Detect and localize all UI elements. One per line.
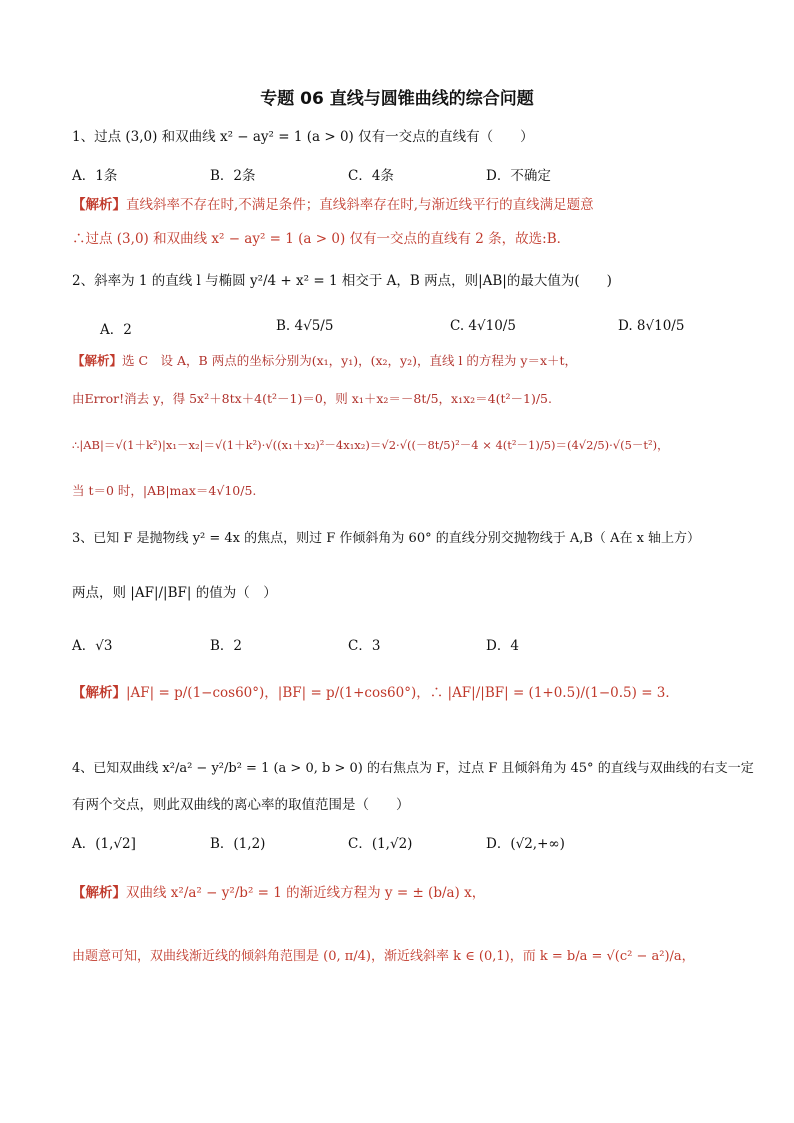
q1-analysis-line-2: ∴过点 (3,0) 和双曲线 x² − ay² = 1 (a > 0) 仅有一交点的直线有 2 条，故选:B． bbox=[72, 231, 571, 247]
analysis-text: |AF| = p/(1−cos60°)，|BF| = p/(1+cos60°)，∴ |AF|/|BF| = (1+0.5)/(1−0.5) = 3． bbox=[126, 685, 679, 701]
analysis-text: 双曲线 x²/a² − y²/b² = 1 的渐近线方程为 y = ± (b/a) x， bbox=[126, 885, 486, 901]
question-4-stem-line-2: 有两个交点，则此双曲线的离心率的取值范围是（ ） bbox=[72, 797, 410, 813]
analysis-tag: 【解析】 bbox=[72, 353, 123, 368]
question-2-stem: 2、斜率为 1 的直线 l 与椭圆 y²/4 + x² = 1 相交于 A，B 两点，则|AB|的最大值为( ) bbox=[72, 273, 612, 289]
q3-option-b: B．2 bbox=[210, 638, 243, 654]
page-title: 专题 06 直线与圆锥曲线的综合问题 bbox=[260, 89, 534, 109]
q2-analysis-line-4: 当 t＝0 时，|AB|max＝4√10/5. bbox=[72, 483, 257, 498]
q4-analysis-line-2: 由题意可知，双曲线渐近线的倾斜角范围是 (0, π/4)，渐近线斜率 k ∈ (0,1)，而 k = b/a = √(c² − a²)/a， bbox=[72, 949, 695, 964]
question-4-stem-line-1: 4、已知双曲线 x²/a² − y²/b² = 1 (a > 0, b > 0) 的右焦点为 F，过点 F 且倾斜角为 45° 的直线与双曲线的右支一定 bbox=[72, 761, 754, 776]
question-3-stem-line-1: 3、已知 F 是抛物线 y² = 4x 的焦点，则过 F 作倾斜角为 60° 的直线分别交抛物线于 A,B（ A在 x 轴上方） bbox=[72, 531, 701, 546]
question-3-stem-line-2: 两点，则 |AF|/|BF| 的值为（ ） bbox=[72, 585, 277, 601]
analysis-tag: 【解析】 bbox=[72, 685, 126, 701]
question-1-stem: 1、过点 (3,0) 和双曲线 x² − ay² = 1 (a > 0) 仅有一交点的直线有（ ） bbox=[72, 129, 534, 145]
q4-option-c: C．(1,√2) bbox=[348, 836, 413, 852]
q2-analysis-line-3: ∴|AB|＝√(1＋k²)|x₁－x₂|＝√(1＋k²)·√((x₁＋x₂)²－4x₁x₂)＝√2·√((－8t/5)²－4 × 4(t²－1)/5)＝(4√2/5)·√(5－t²)， bbox=[72, 438, 669, 452]
q3-option-a: A．√3 bbox=[72, 638, 113, 654]
q2-analysis-line-1 bbox=[72, 352, 577, 370]
q1-option-a: A．1条 bbox=[72, 168, 118, 184]
q1-option-d: D．不确定 bbox=[486, 168, 551, 184]
q3-analysis-line-1 bbox=[72, 684, 679, 702]
q4-option-b: B．(1,2) bbox=[210, 836, 266, 852]
q2-option-b: B. 4√5/5 bbox=[276, 318, 334, 334]
q2-option-c: C. 4√10/5 bbox=[450, 318, 516, 334]
q2-option-d: D. 8√10/5 bbox=[618, 318, 685, 334]
q2-option-a: A．2 bbox=[100, 322, 132, 338]
q2-analysis-line-2: 由Error!消去 y，得 5x²＋8tx＋4(t²－1)＝0，则 x₁＋x₂＝－8t/5，x₁x₂＝4(t²－1)/5. bbox=[72, 391, 552, 406]
q3-option-c: C．3 bbox=[348, 638, 381, 654]
analysis-text: 直线斜率不存在时,不满足条件；直线斜率存在时,与渐近线平行的直线满足题意 bbox=[126, 197, 594, 213]
q4-option-d: D．(√2,+∞) bbox=[486, 836, 565, 852]
analysis-tag: 【解析】 bbox=[72, 885, 126, 901]
q1-analysis-line-1 bbox=[72, 196, 594, 214]
analysis-text: 选 C 设 A，B 两点的坐标分别为(x₁，y₁)，(x₂，y₂)，直线 l 的方程为 y＝x＋t， bbox=[122, 353, 578, 368]
q4-option-a: A．(1,√2] bbox=[72, 836, 136, 852]
q4-analysis-line-1 bbox=[72, 884, 485, 902]
q1-option-b: B．2条 bbox=[210, 168, 256, 184]
q1-option-c: C．4条 bbox=[348, 168, 394, 184]
analysis-tag: 【解析】 bbox=[72, 197, 126, 213]
q3-option-d: D．4 bbox=[486, 638, 519, 654]
